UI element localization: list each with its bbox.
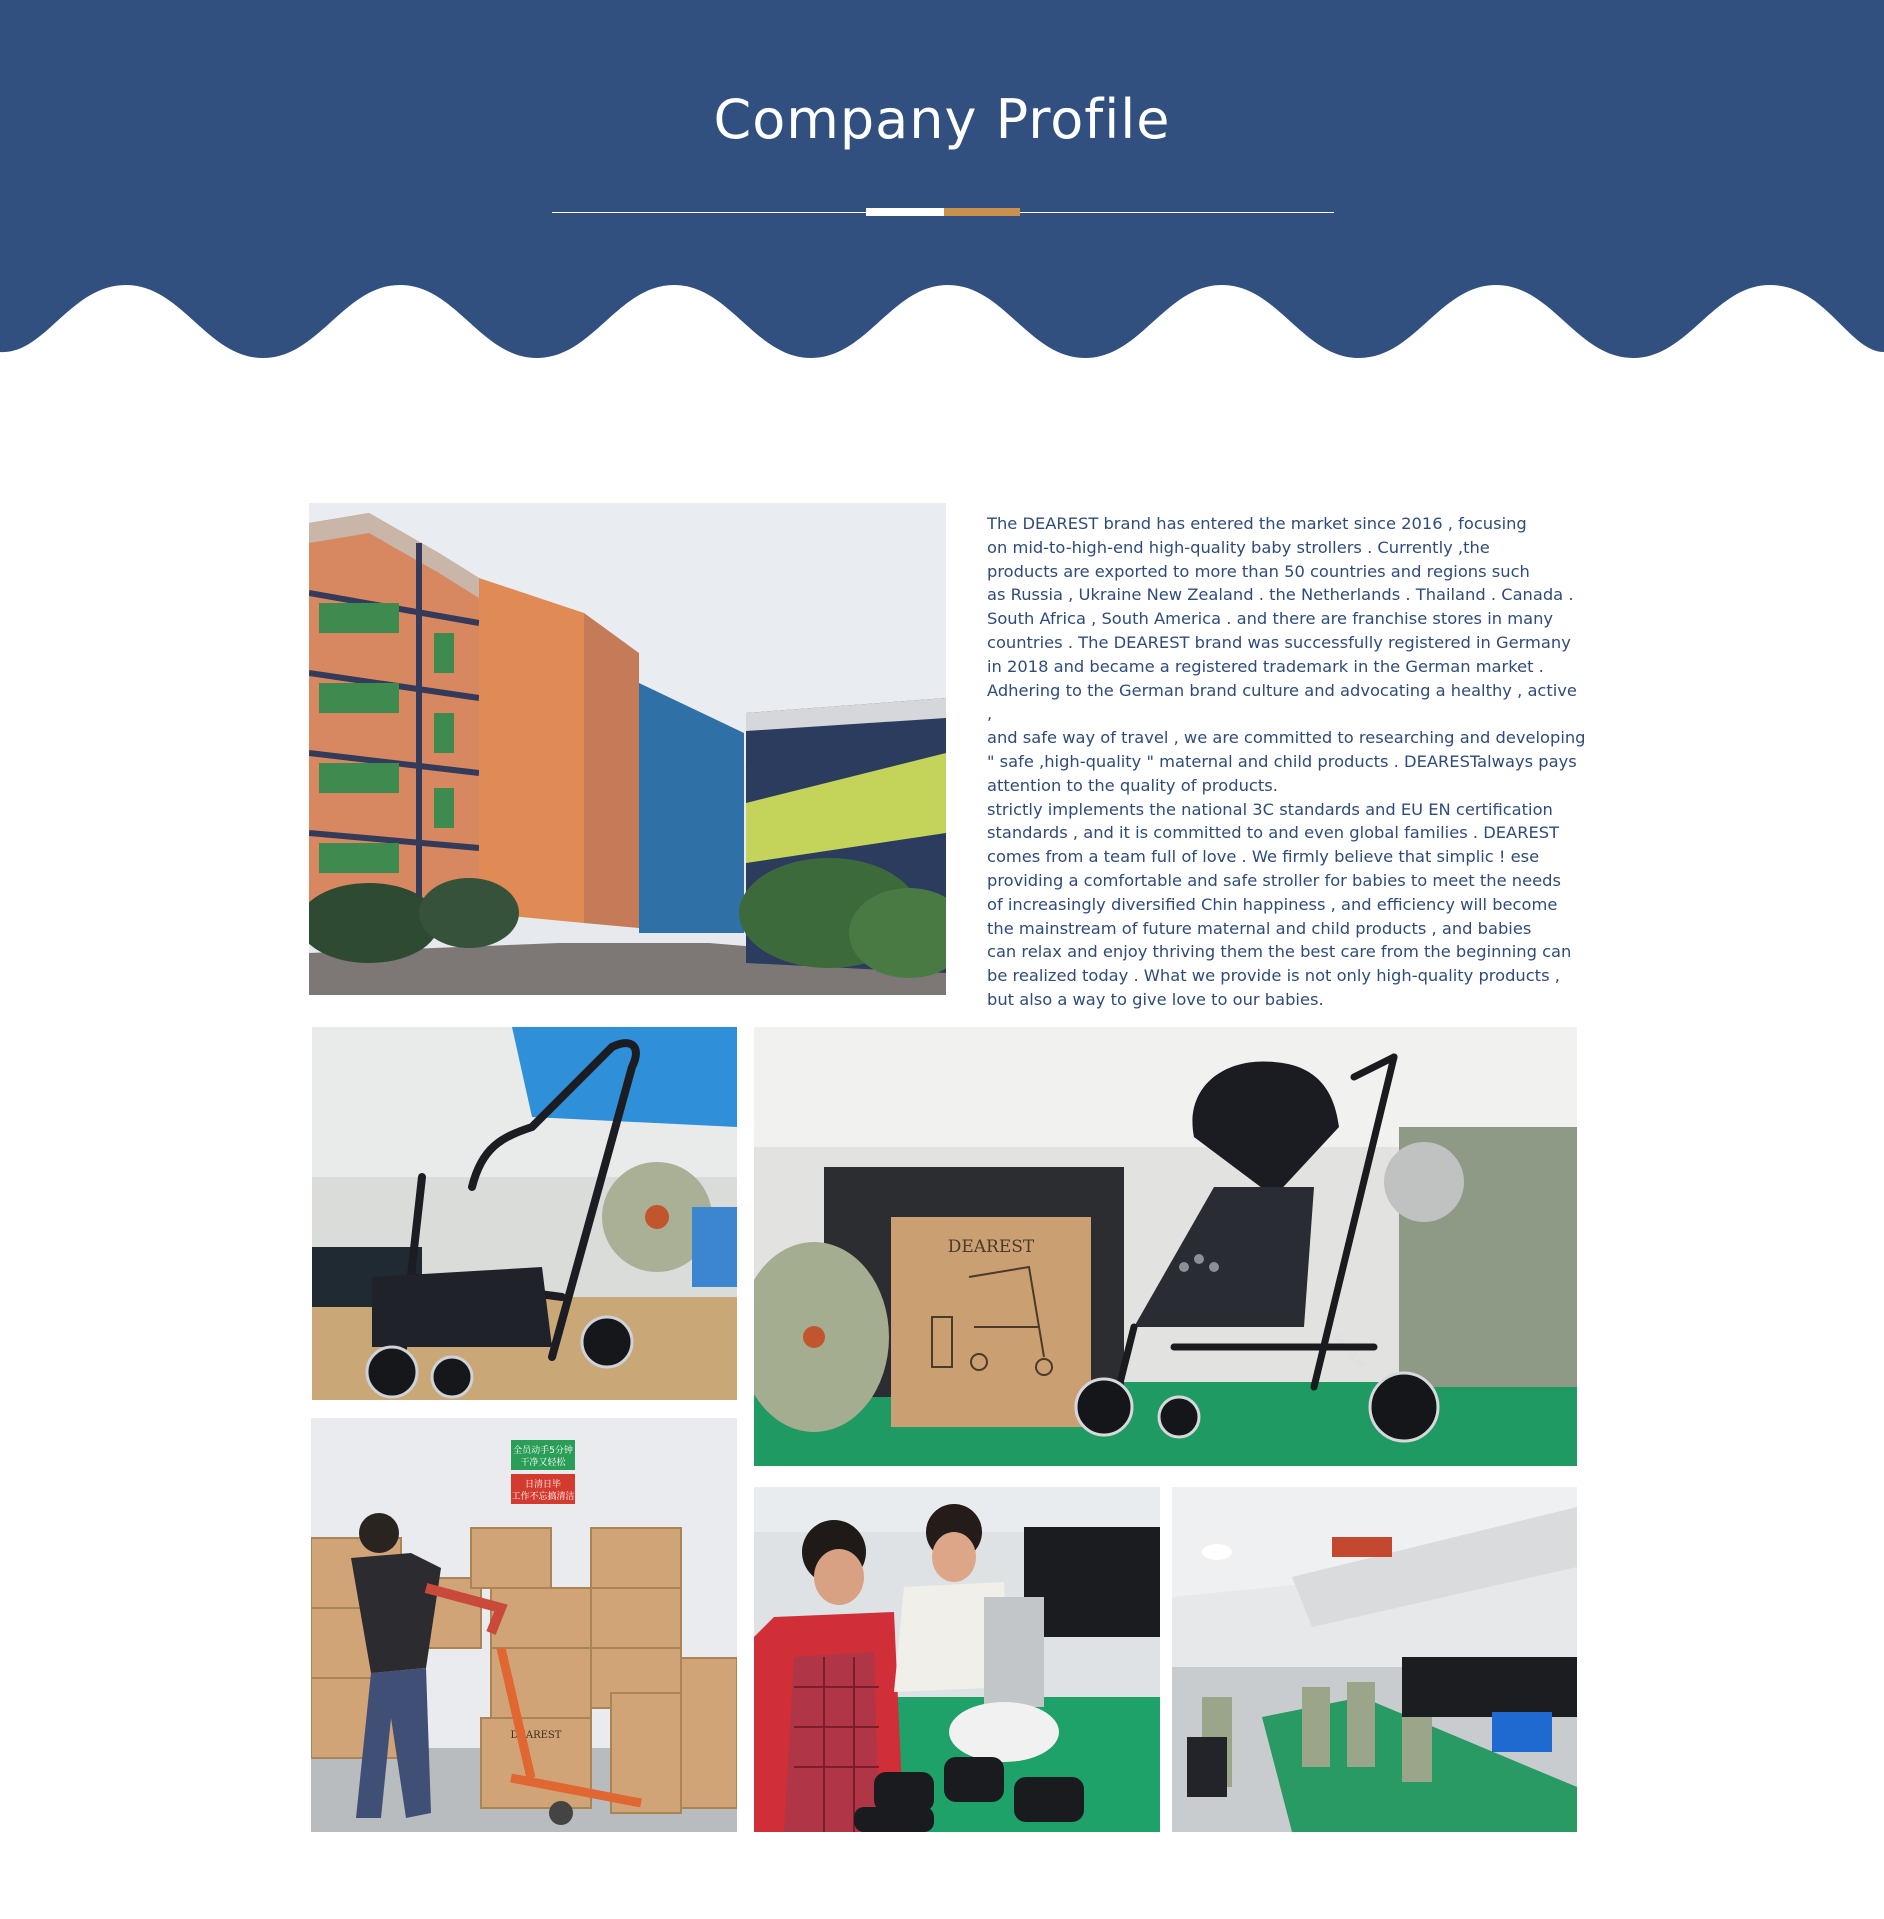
production-line-photo (1172, 1487, 1577, 1832)
safety-sign-line4: 工作不忘搞清洁 (511, 1492, 575, 1502)
title-divider-accent-gold (944, 208, 1020, 216)
box-brand-label: DEAREST (947, 1237, 1035, 1257)
safety-sign-line3: 日清日毕 (524, 1480, 562, 1490)
page-title: Company Profile (713, 88, 1171, 151)
warehouse-cartons-photo (311, 1418, 737, 1832)
carton-brand-label: DEAREST (510, 1730, 562, 1741)
safety-sign-line2: 干净又轻松 (520, 1458, 566, 1468)
header-wave-background (0, 0, 1884, 360)
title-divider-accent-white (866, 208, 944, 216)
safety-sign-line1: 全员动手5分钟 (513, 1446, 573, 1456)
header-band (0, 0, 1884, 360)
stroller-frame-photo (312, 1027, 737, 1400)
stroller-with-box-photo (754, 1027, 1577, 1466)
factory-building-photo (309, 503, 946, 995)
stroller-brand-label: DEAREST (1331, 1332, 1367, 1372)
company-intro-text: The DEAREST brand has entered the market since 2016 , focusing on mid-to-high-end high-quality baby strollers . Currently ,the products are exported to more than 50 countries and regions such as Russia , Ukraine New Zealand . the Netherlands . Thailand . Canada . South Africa , South America . and there are franchise stores in many countries . The DEAREST brand was successfully registered in Germany in 2018 and became a registered trademark in the German market . Adhering to the German brand culture and advocating a healthy , active , and safe way of travel , we are committed to researching and developing " safe ,high-quality " maternal and child products . DEARESTalways pays attention to the quality of products. strictly implements the national 3C standards and EU EN certification standards , and it is committed to and even global families . DEAREST comes from a team full of love . We firmly believe that simplic ! ese providing a comfortable and safe stroller for babies to meet the needs of increasingly diversified Chin happiness , and efficiency will become the mainstream of future maternal and child products , and babies can relax and enjoy thriving them the best care from the beginning can be realized today . What we provide is not only high-quality products , but also a way to give love to our babies. (987, 514, 1586, 1009)
assembly-workers-photo (754, 1487, 1160, 1832)
